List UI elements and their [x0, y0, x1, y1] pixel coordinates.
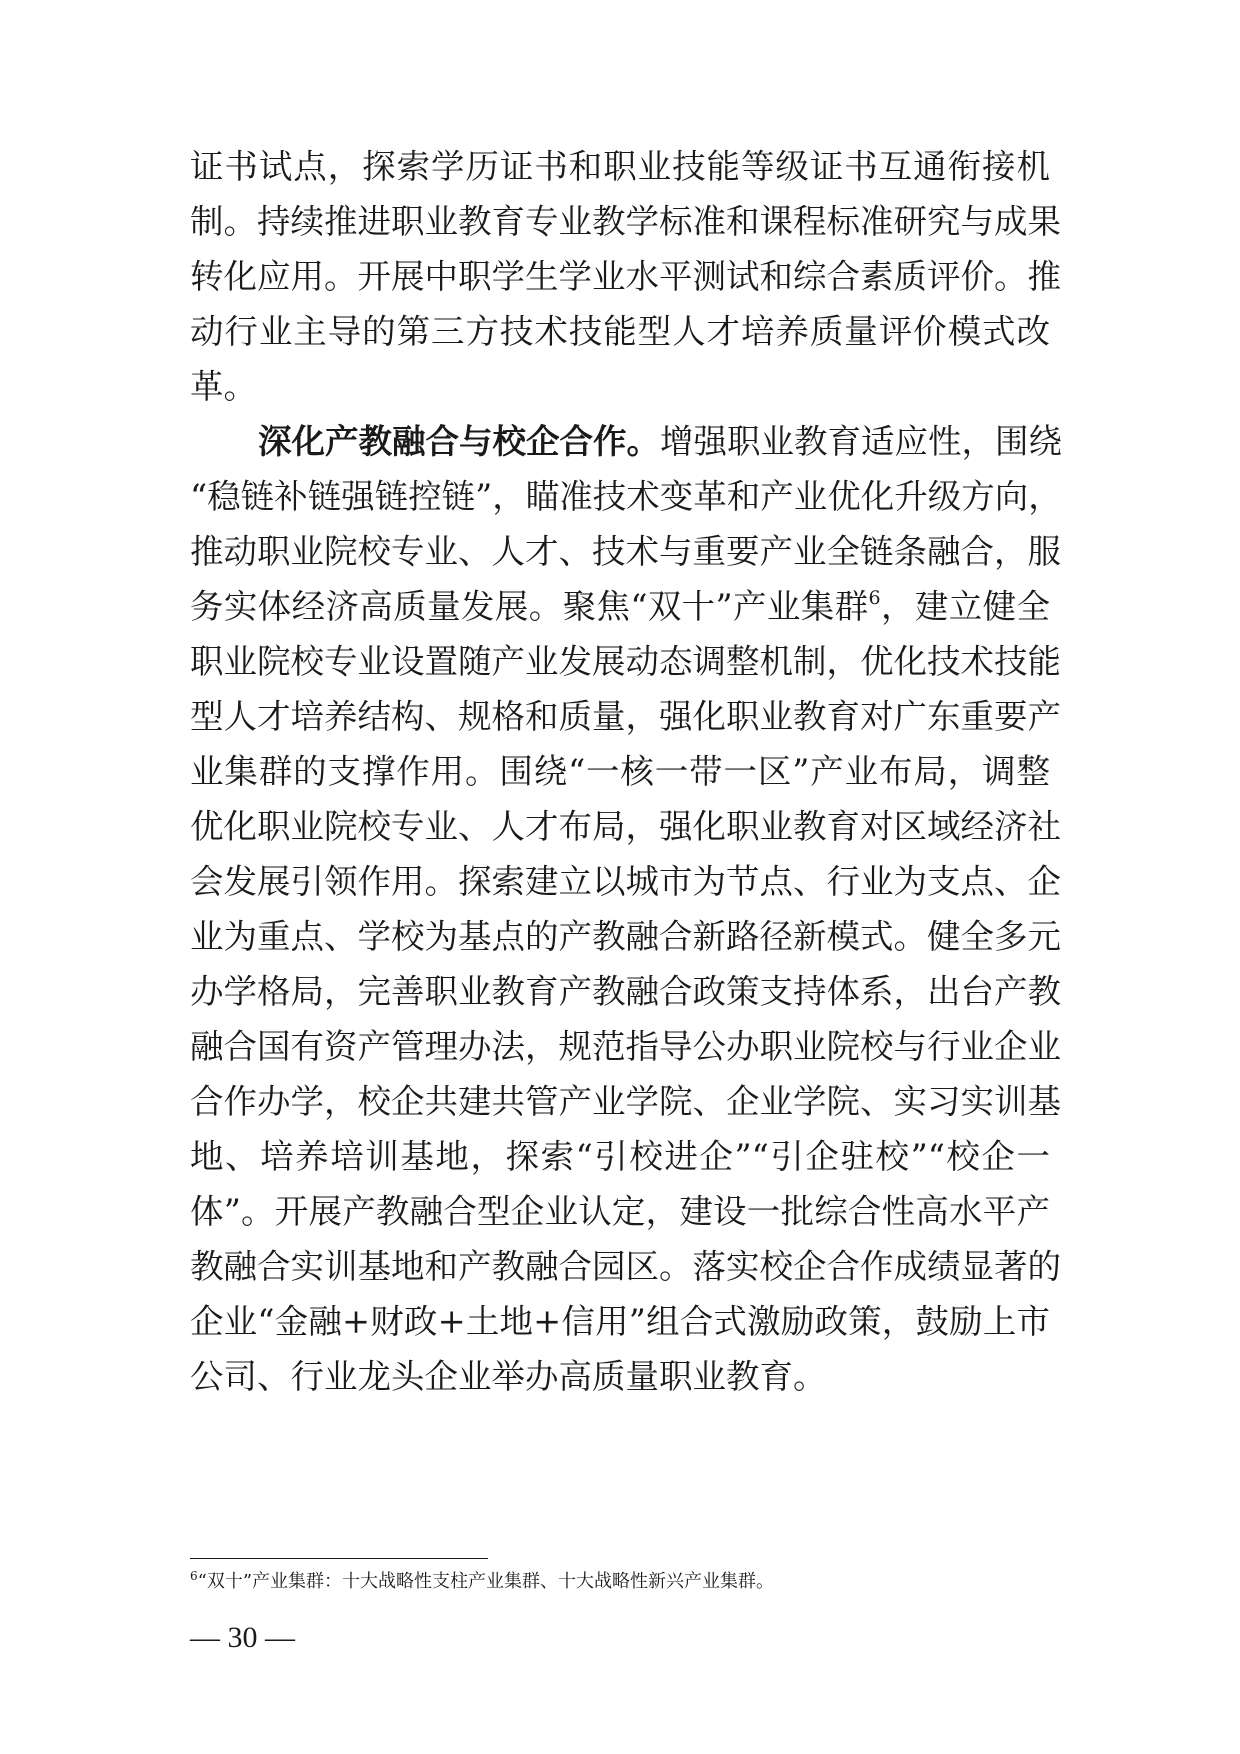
section-first-line: [258, 413, 1062, 471]
body-line: 业为重点、学校为基点的产教融合新路径新模式。健全多元: [190, 917, 1061, 956]
body-line: 体”。开展产教融合型企业认定，建设一批综合性高水平产: [190, 1192, 1050, 1231]
footnote-number: 6: [190, 1569, 198, 1583]
section-heading: 深化产教融合与校企合作。: [258, 422, 660, 461]
body-line: 企业“金融+财政+土地+信用”组合式激励政策，鼓励上市: [190, 1302, 1050, 1341]
body-line: 优化职业院校专业、人才布局，强化职业教育对区域经济社: [190, 807, 1061, 846]
body-line: 制。持续推进职业教育专业教学标准和课程标准研究与成果: [190, 202, 1061, 241]
body-line: 革。: [190, 367, 257, 406]
body-line: 转化应用。开展中职学生学业水平测试和综合素质评价。推: [190, 257, 1061, 296]
body-line: “稳链补链强链控链”，瞄准技术变革和产业优化升级方向，: [190, 477, 1062, 516]
body-line: 业集群的支撑作用。围绕“一核一带一区”产业布局，调整: [190, 752, 1050, 791]
body-line: 动行业主导的第三方技术技能型人才培养质量评价模式改: [190, 312, 1050, 351]
body-line: 公司、行业龙头企业举办高质量职业教育。: [190, 1357, 827, 1396]
footnote: [190, 1568, 1050, 1596]
body-line: 办学格局，完善职业教育产教融合政策支持体系，出台产教: [190, 972, 1061, 1011]
body-text: 务实体经济高质量发展。聚焦“双十”产业集群: [190, 587, 869, 626]
footnote-text: “双十”产业集群：十大战略性支柱产业集群、十大战略性新兴产业集群。: [197, 1571, 775, 1592]
body-line: 教融合实训基地和产教融合园区。落实校企合作成绩显著的: [190, 1247, 1061, 1286]
body-line: 地、培养培训基地，探索“引校进企”“引企驻校”“校企一: [190, 1137, 1050, 1176]
body-line: [190, 578, 1050, 636]
body-line: 型人才培养结构、规格和质量，强化职业教育对广东重要产: [190, 697, 1061, 736]
body-line: 合作办学，校企共建共管产业学院、企业学院、实习实训基: [190, 1082, 1061, 1121]
footnote-divider: [190, 1558, 488, 1559]
body-line: 推动职业院校专业、人才、技术与重要产业全链条融合，服: [190, 532, 1061, 571]
footnote-reference: 6: [868, 587, 881, 609]
body-text: 增强职业教育适应性，围绕: [660, 422, 1062, 461]
body-line: 融合国有资产管理办法，规范指导公办职业院校与行业企业: [190, 1027, 1061, 1066]
body-line: 职业院校专业设置随产业发展动态调整机制，优化技术技能: [190, 642, 1061, 681]
page-number: — 30 —: [190, 1621, 295, 1654]
body-text: ，建立健全: [880, 587, 1050, 626]
body-line: 会发展引领作用。探索建立以城市为节点、行业为支点、企: [190, 862, 1061, 901]
body-line: 证书试点，探索学历证书和职业技能等级证书互通衔接机: [190, 147, 1050, 186]
